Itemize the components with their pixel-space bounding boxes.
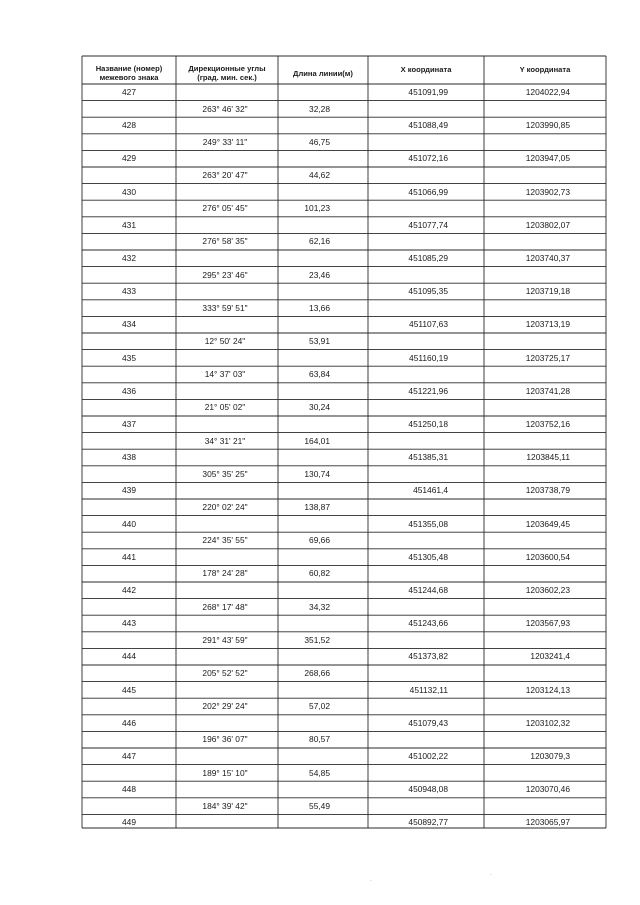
- line-length: 80,57: [309, 734, 330, 745]
- line-length: 55,49: [309, 800, 330, 811]
- point-name: 434: [122, 319, 136, 330]
- y-coordinate: 1203600,54: [525, 551, 570, 562]
- point-name: 439: [122, 485, 136, 496]
- x-coordinate: 451085,29: [408, 253, 448, 263]
- direction-angle: 333° 59' 51": [202, 302, 248, 313]
- y-coordinate: 1203602,23: [525, 585, 570, 595]
- direction-angle: 305° 35' 25": [202, 468, 248, 479]
- direction-angle: 263° 46' 32": [202, 103, 248, 114]
- direction-angle: 12° 50' 24": [204, 336, 246, 346]
- y-coordinate: 1203567,93: [525, 618, 570, 629]
- y-coordinate: 1203079,3: [530, 751, 570, 761]
- x-coordinate: 451091,99: [408, 87, 448, 97]
- point-name: 442: [122, 585, 136, 595]
- direction-angle: 184° 39' 42": [202, 800, 248, 811]
- direction-angle: 291° 43' 59": [202, 634, 248, 645]
- coordinates-table: [82, 56, 606, 828]
- y-coordinate: 1203802,07: [525, 219, 570, 230]
- direction-angle: 263° 20' 47": [202, 170, 248, 180]
- header-point-name: Название (номер) межевого знака: [95, 64, 163, 82]
- line-length: 351,52: [304, 634, 330, 645]
- line-length: 130,74: [304, 468, 330, 479]
- line-length: 101,23: [304, 203, 330, 214]
- y-coordinate: 1203752,16: [525, 419, 570, 429]
- x-coordinate: 451077,74: [408, 219, 448, 230]
- point-name: 429: [122, 153, 136, 164]
- scan-speck: ·: [370, 878, 372, 884]
- x-coordinate: 451461,4: [413, 485, 448, 496]
- line-length: 32,28: [309, 103, 330, 114]
- header-x-coordinate: X координата: [400, 65, 452, 74]
- direction-angle: 224° 35' 55": [202, 535, 248, 546]
- direction-angle: 220° 02' 24": [202, 502, 248, 512]
- line-length: 138,87: [304, 502, 330, 512]
- point-name: 449: [122, 817, 136, 828]
- y-coordinate: 1203649,45: [525, 518, 570, 529]
- line-length: 57,02: [309, 701, 330, 712]
- x-coordinate: 451305,48: [408, 551, 448, 562]
- line-length: 62,16: [309, 236, 330, 247]
- header-line-length: Длина линии(м): [293, 69, 353, 78]
- y-coordinate: 1203070,46: [525, 784, 570, 795]
- point-name: 443: [122, 618, 136, 629]
- x-coordinate: 451221,96: [408, 385, 448, 396]
- x-coordinate: 451088,49: [408, 120, 448, 131]
- line-length: 268,66: [304, 668, 330, 678]
- line-length: 69,66: [309, 535, 330, 546]
- line-length: 44,62: [309, 170, 330, 180]
- y-coordinate: 1203738,79: [525, 485, 570, 496]
- y-coordinate: 1203124,13: [525, 684, 570, 695]
- point-name: 445: [122, 684, 136, 695]
- point-name: 428: [122, 120, 136, 131]
- x-coordinate: 451066,99: [408, 186, 448, 197]
- point-name: 435: [122, 352, 136, 363]
- point-name: 440: [122, 518, 136, 529]
- x-coordinate: 451160,19: [409, 352, 448, 363]
- x-coordinate: 451373,82: [408, 651, 448, 662]
- direction-angle: 14° 37' 03": [204, 369, 246, 380]
- line-length: 46,75: [309, 136, 330, 147]
- x-coordinate: 451002,22: [408, 751, 448, 761]
- direction-angle: 34° 31' 21": [204, 435, 246, 446]
- point-name: 444: [122, 651, 136, 662]
- direction-angle: 205° 52' 52": [202, 668, 248, 678]
- point-name: 436: [122, 385, 136, 396]
- line-length: 34,32: [309, 601, 330, 612]
- line-length: 13,66: [309, 302, 330, 313]
- x-coordinate: 451107,63: [409, 319, 448, 330]
- x-coordinate: 451132,11: [409, 684, 448, 695]
- y-coordinate: 1203241,4: [530, 651, 570, 662]
- point-name: 438: [122, 452, 136, 463]
- direction-angle: 189° 15' 10": [202, 767, 248, 778]
- point-name: 431: [122, 219, 136, 230]
- point-name: 446: [122, 717, 136, 728]
- line-length: 63,84: [309, 369, 330, 380]
- direction-angle: 249° 33' 11": [202, 136, 248, 147]
- x-coordinate: 451095,35: [408, 286, 448, 297]
- header-direction-angle: Дирекционные углы (град. мин. сек.): [188, 64, 266, 82]
- line-length: 30,24: [309, 402, 330, 413]
- y-coordinate: 1203065,97: [525, 817, 570, 828]
- y-coordinate: 1203713,19: [525, 319, 570, 330]
- y-coordinate: 1203990,85: [525, 120, 570, 131]
- line-length: 164,01: [304, 435, 330, 446]
- y-coordinate: 1203740,37: [525, 253, 570, 263]
- direction-angle: 178° 24' 28": [202, 568, 248, 579]
- line-length: 53,91: [309, 336, 330, 346]
- y-coordinate: 1203947,05: [525, 153, 570, 164]
- x-coordinate: 451079,43: [408, 717, 448, 728]
- point-name: 427: [122, 87, 136, 97]
- y-coordinate: 1203102,32: [525, 717, 570, 728]
- header-y-coordinate: Y координата: [519, 65, 571, 74]
- direction-angle: 295° 23' 46": [202, 269, 248, 280]
- direction-angle: 196° 36' 07": [202, 734, 248, 745]
- x-coordinate: 451244,68: [408, 585, 448, 595]
- y-coordinate: 1203725,17: [525, 352, 570, 363]
- x-coordinate: 451250,18: [408, 419, 448, 429]
- point-name: 441: [122, 551, 136, 562]
- x-coordinate: 451072,16: [408, 153, 448, 164]
- table-grid: [82, 56, 606, 828]
- point-name: 437: [122, 419, 136, 429]
- x-coordinate: 451355,08: [408, 518, 448, 529]
- x-coordinate: 451243,66: [408, 618, 448, 629]
- x-coordinate: 450948,08: [408, 784, 448, 795]
- x-coordinate: 451385,31: [408, 452, 448, 463]
- point-name: 448: [122, 784, 136, 795]
- y-coordinate: 1204022,94: [525, 87, 570, 97]
- point-name: 447: [122, 751, 136, 761]
- direction-angle: 276° 05' 45": [202, 203, 248, 214]
- line-length: 23,46: [309, 269, 330, 280]
- scan-speck: ·: [490, 872, 492, 878]
- direction-angle: 268° 17' 48": [202, 601, 248, 612]
- x-coordinate: 450892,77: [408, 817, 448, 828]
- line-length: 54,85: [309, 767, 330, 778]
- point-name: 433: [122, 286, 136, 297]
- y-coordinate: 1203845,11: [526, 452, 570, 463]
- line-length: 60,82: [309, 568, 330, 579]
- direction-angle: 21° 05' 02": [204, 402, 246, 413]
- point-name: 430: [122, 186, 136, 197]
- y-coordinate: 1203719,18: [525, 286, 570, 297]
- y-coordinate: 1203902,73: [525, 186, 570, 197]
- direction-angle: 202° 29' 24": [202, 701, 248, 712]
- point-name: 432: [122, 253, 136, 263]
- direction-angle: 276° 58' 35": [202, 236, 248, 247]
- y-coordinate: 1203741,28: [525, 385, 570, 396]
